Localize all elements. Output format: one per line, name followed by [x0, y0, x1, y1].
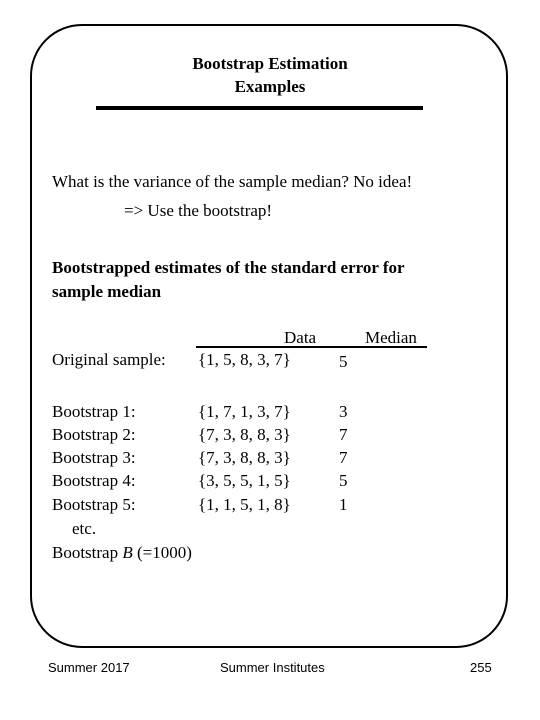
bootstrap-row-data: {7, 3, 8, 8, 3}: [198, 425, 291, 444]
hint-text: => Use the bootstrap!: [124, 201, 273, 220]
bootstrap-row-label: Bootstrap 2:: [52, 425, 136, 444]
section-heading-line2: sample median: [52, 282, 162, 301]
footer-page-number: 255: [470, 660, 492, 675]
original-sample-median: 5: [339, 352, 348, 371]
original-sample-data: {1, 5, 8, 3, 7}: [198, 350, 291, 369]
bootstrap-row-median: 5: [339, 471, 348, 490]
footer-institution: Summer Institutes: [220, 660, 325, 675]
bootstrap-row-label: Bootstrap 5:: [52, 495, 136, 514]
etc-text: etc.: [72, 519, 97, 538]
original-sample-label: Original sample:: [52, 350, 166, 369]
bootstrap-row-median: 7: [339, 448, 348, 467]
slide-title-line1: Bootstrap Estimation: [192, 54, 348, 73]
title-underline: [96, 106, 423, 110]
footer-date: Summer 2017: [48, 660, 130, 675]
bootstrap-row-data: {1, 1, 5, 1, 8}: [198, 495, 291, 514]
bootstrap-row-median: 1: [339, 495, 348, 514]
bootstrap-row-data: {3, 5, 5, 1, 5}: [198, 471, 291, 490]
bootstrap-row-data: {7, 3, 8, 8, 3}: [198, 448, 291, 467]
bootstrap-row-label: Bootstrap 1:: [52, 402, 136, 421]
column-header-median: Median: [365, 328, 417, 347]
bootstrap-row-label: Bootstrap 4:: [52, 471, 136, 490]
bootstrap-row-median: 7: [339, 425, 348, 444]
bootstrap-row-label: Bootstrap 3:: [52, 448, 136, 467]
bootstrap-row-median: 3: [339, 402, 348, 421]
question-text: What is the variance of the sample median? No idea!: [52, 172, 413, 191]
slide-title-line2: Examples: [234, 77, 306, 96]
column-header-data: Data: [284, 328, 317, 347]
bootstrap-b-label: Bootstrap B (=1000): [52, 543, 192, 562]
bootstrap-row-data: {1, 7, 1, 3, 7}: [198, 402, 291, 421]
section-heading-line1: Bootstrapped estimates of the standard error for: [52, 258, 405, 277]
